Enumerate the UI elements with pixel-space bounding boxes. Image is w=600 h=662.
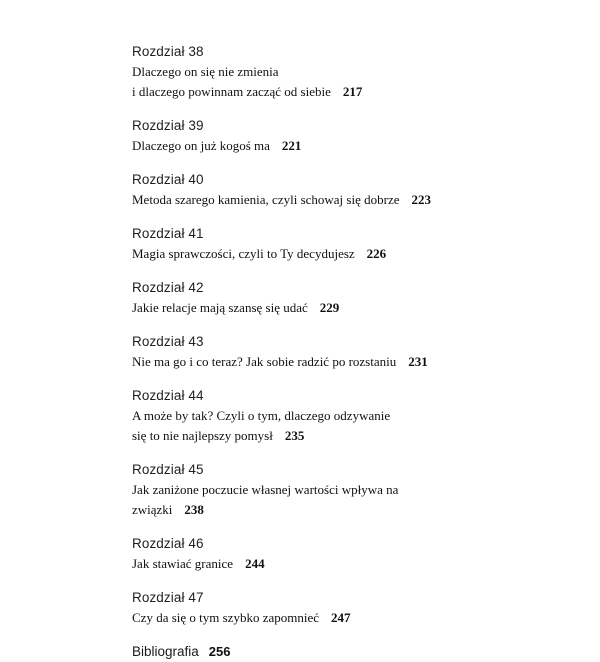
toc-entry-bibliography: [132, 642, 572, 662]
page-number: 238: [184, 502, 204, 517]
chapter-label: Rozdział 38: [132, 44, 204, 59]
toc-entry-44: [132, 386, 572, 446]
page-number: 221: [281, 138, 302, 153]
chapter-title-text: się to nie najlepszy pomysł: [132, 428, 273, 443]
chapter-title-text: Magia sprawczości, czyli to Ty decydujesz: [132, 246, 355, 261]
chapter-title-text: Czy da się o tym szybko zapomnieć: [132, 610, 320, 625]
chapter-title-line: [132, 554, 572, 574]
page-number: 231: [408, 354, 428, 369]
chapter-title-line: Dlaczego on się nie zmienia: [132, 64, 279, 79]
page-number: 217: [342, 84, 363, 99]
chapter-title-line: [132, 136, 572, 156]
page-number: 229: [319, 300, 340, 315]
chapter-title-text: związki: [132, 502, 173, 517]
toc-entry-40: [132, 170, 572, 210]
page-number: 223: [411, 192, 431, 207]
toc-entry-41: [132, 224, 572, 264]
chapter-label: Rozdział 42: [132, 280, 204, 295]
chapter-title-line: [132, 352, 572, 372]
chapter-title-text: Nie ma go i co teraz? Jak sobie radzić po rozstaniu: [132, 354, 397, 369]
toc-entry-42: [132, 278, 572, 318]
page-number: 256: [208, 644, 231, 659]
chapter-title-text: Metoda szarego kamienia, czyli schowaj się dobrze: [132, 192, 400, 207]
chapter-title-line: [132, 244, 572, 264]
chapter-label: Rozdział 41: [132, 226, 204, 241]
chapter-title-line: Jak zaniżone poczucie własnej wartości wpływa na: [132, 482, 399, 497]
chapter-title-text: Jak stawiać granice: [132, 556, 234, 571]
chapter-title-text: Dlaczego on już kogoś ma: [132, 138, 270, 153]
chapter-title-line: [132, 426, 572, 446]
chapter-label: Rozdział 39: [132, 118, 204, 133]
toc-entry-45: [132, 460, 572, 520]
chapter-title-line: A może by tak? Czyli o tym, dlaczego odzywanie: [132, 408, 391, 423]
toc-entry-47: [132, 588, 572, 628]
chapter-label: Rozdział 47: [132, 590, 204, 605]
chapter-title-line: [132, 190, 572, 210]
toc-entry-43: [132, 332, 572, 372]
chapter-label: Rozdział 44: [132, 388, 204, 403]
page-number: 235: [284, 428, 305, 443]
toc-entry-39: [132, 116, 572, 156]
chapter-label: Rozdział 40: [132, 172, 204, 187]
chapter-label: Rozdział 43: [132, 334, 204, 349]
chapter-label: Rozdział 45: [132, 462, 204, 477]
page-number: 226: [366, 246, 387, 261]
bibliography-label: Bibliografia: [132, 644, 199, 659]
chapter-title-line: [132, 608, 572, 628]
chapter-title-text: Jakie relacje mają szansę się udać: [132, 300, 308, 315]
chapter-title-line: [132, 500, 572, 520]
table-of-contents: [132, 42, 572, 662]
chapter-title-line: [132, 298, 572, 318]
toc-entry-38: [132, 42, 572, 102]
page-number: 247: [331, 610, 351, 625]
chapter-title-text: i dlaczego powinnam zacząć od siebie: [132, 84, 331, 99]
toc-entry-46: [132, 534, 572, 574]
chapter-label: Rozdział 46: [132, 536, 204, 551]
chapter-title-line: [132, 82, 572, 102]
page-number: 244: [245, 556, 265, 571]
